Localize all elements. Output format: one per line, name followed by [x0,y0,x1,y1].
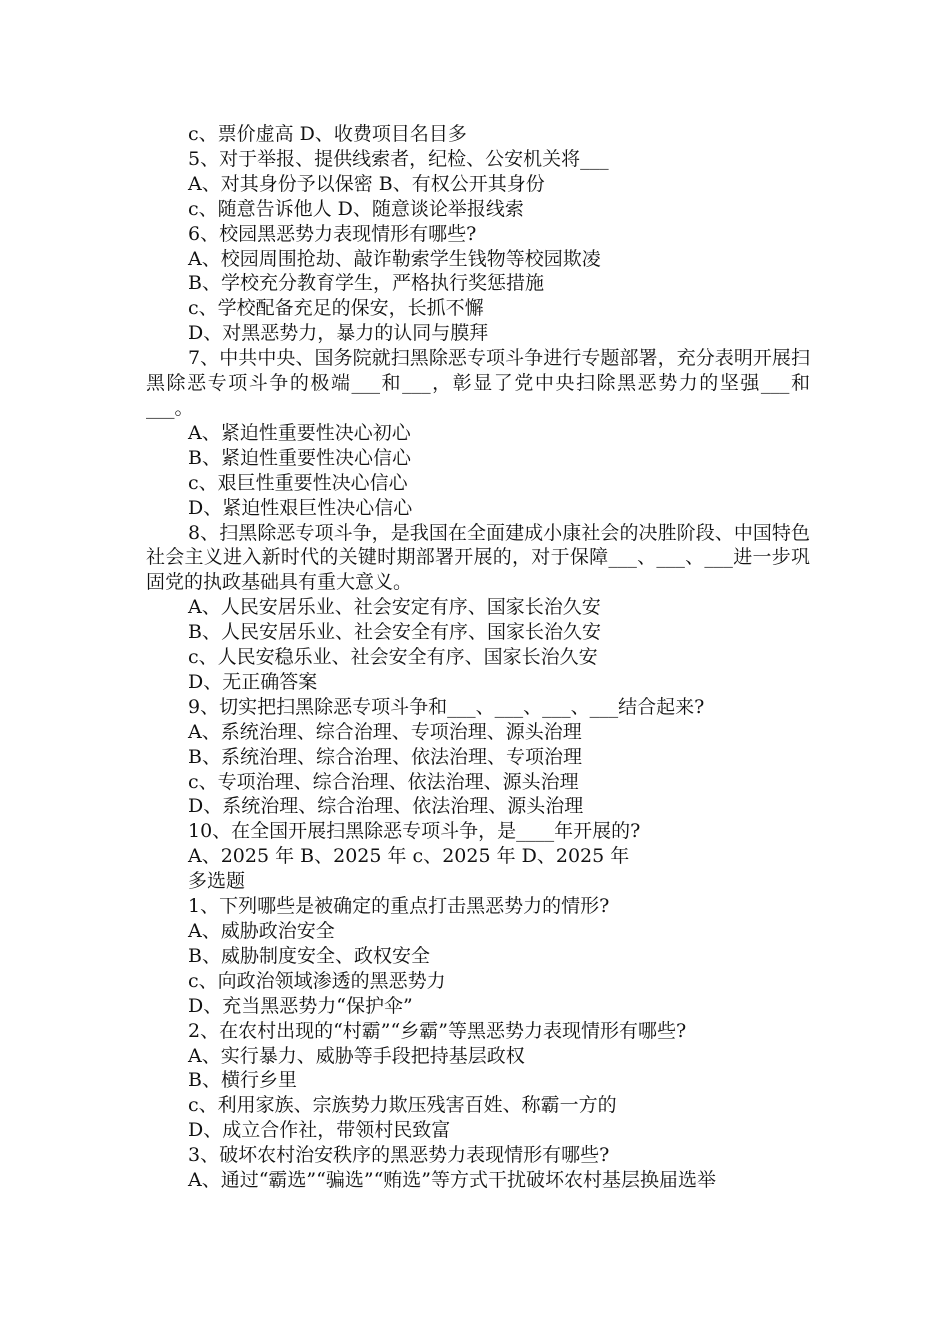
option-a: A、人民安居乐业、社会安定有序、国家长治久安 [188,596,601,619]
option-a: A、系统治理、综合治理、专项治理、源头治理 [188,720,582,743]
option-d: D、无正确答案 [188,670,318,693]
option-c: c、人民安稳乐业、社会安全有序、国家长治久安 [188,646,598,669]
question-10: 10、在全国开展扫黑除恶专项斗争，是____年开展的? [188,820,641,843]
option-b: B、横行乡里 [188,1069,297,1092]
option-d: D、紧迫性艰巨性决心信心 [188,496,413,519]
question-7: 7、中共中央、国务院就扫黑除恶专项斗争进行专题部署，充分表明开展扫黑除恶专项斗争的极端___和___，彰显了党中央扫除黑恶势力的坚强___和___。 [146,347,810,419]
option-b: B、紧迫性重要性决心信心 [188,446,411,469]
multi-question-3: 3、破坏农村治安秩序的黑恶势力表现情形有哪些? [188,1144,610,1167]
option-a: A、通过“霸选”“骗选”“贿选”等方式干扰破坏农村基层换届选举 [188,1169,717,1192]
option-a: A、紧迫性重要性决心初心 [188,421,411,444]
option-b: B、人民安居乐业、社会安全有序、国家长治久安 [188,621,601,644]
option-b: B、系统治理、综合治理、依法治理、专项治理 [188,745,582,768]
option-a: A、实行暴力、威胁等手段把持基层政权 [188,1044,525,1067]
option-c: c、学校配备充足的保安，长抓不懈 [188,297,484,320]
option-c: c、向政治领域渗透的黑恶势力 [188,969,446,992]
option-line: A、对其身份予以保密 B、有权公开其身份 [188,172,545,195]
multi-question-2: 2、在农村出现的“村霸”“乡霸”等黑恶势力表现情形有哪些? [188,1019,687,1042]
option-a: A、威胁政治安全 [188,920,335,942]
question-6: 6、校园黑恶势力表现情形有哪些? [188,222,477,245]
option-d: D、对黑恶势力，暴力的认同与膜拜 [188,322,489,345]
option-c: c、利用家族、宗族势力欺压残害百姓、称霸一方的 [188,1094,617,1117]
option-c: c、专项治理、综合治理、依法治理、源头治理 [188,770,579,793]
option-d: D、充当黑恶势力“保护伞” [188,994,413,1017]
option-b: B、学校充分教育学生，严格执行奖惩措施 [188,272,544,295]
option-d: D、成立合作社，带领村民致富 [188,1119,451,1142]
text-line: c、票价虚高 D、收费项目名目多 [188,123,467,145]
multi-question-1: 1、下列哪些是被确定的重点打击黑恶势力的情形? [188,895,610,918]
option-line: A、2025 年 B、2025 年 c、2025 年 D、2025 年 [188,845,630,868]
question-8: 8、扫黑除恶专项斗争，是我国在全面建成小康社会的决胜阶段、中国特色社会主义进入新时代的关键时期部署开展的，对于保障___、___、___进一步巩固党的执政基础具有重大意义。 [146,521,810,594]
option-a: A、校园周围抢劫、敲诈勒索学生钱物等校园欺凌 [188,247,601,270]
question-5: 5、对于举报、提供线索者，纪检、公安机关将___ [188,147,609,170]
option-c: c、艰巨性重要性决心信心 [188,471,408,494]
option-d: D、系统治理、综合治理、依法治理、源头治理 [188,795,584,818]
option-line: c、随意告诉他人 D、随意谈论举报线索 [188,197,524,220]
section-heading: 多选题 [188,870,246,893]
option-b: B、威胁制度安全、政权安全 [188,944,430,967]
document-body [146,122,810,1193]
question-9: 9、切实把扫黑除恶专项斗争和___、___、___、___结合起来? [188,695,705,718]
